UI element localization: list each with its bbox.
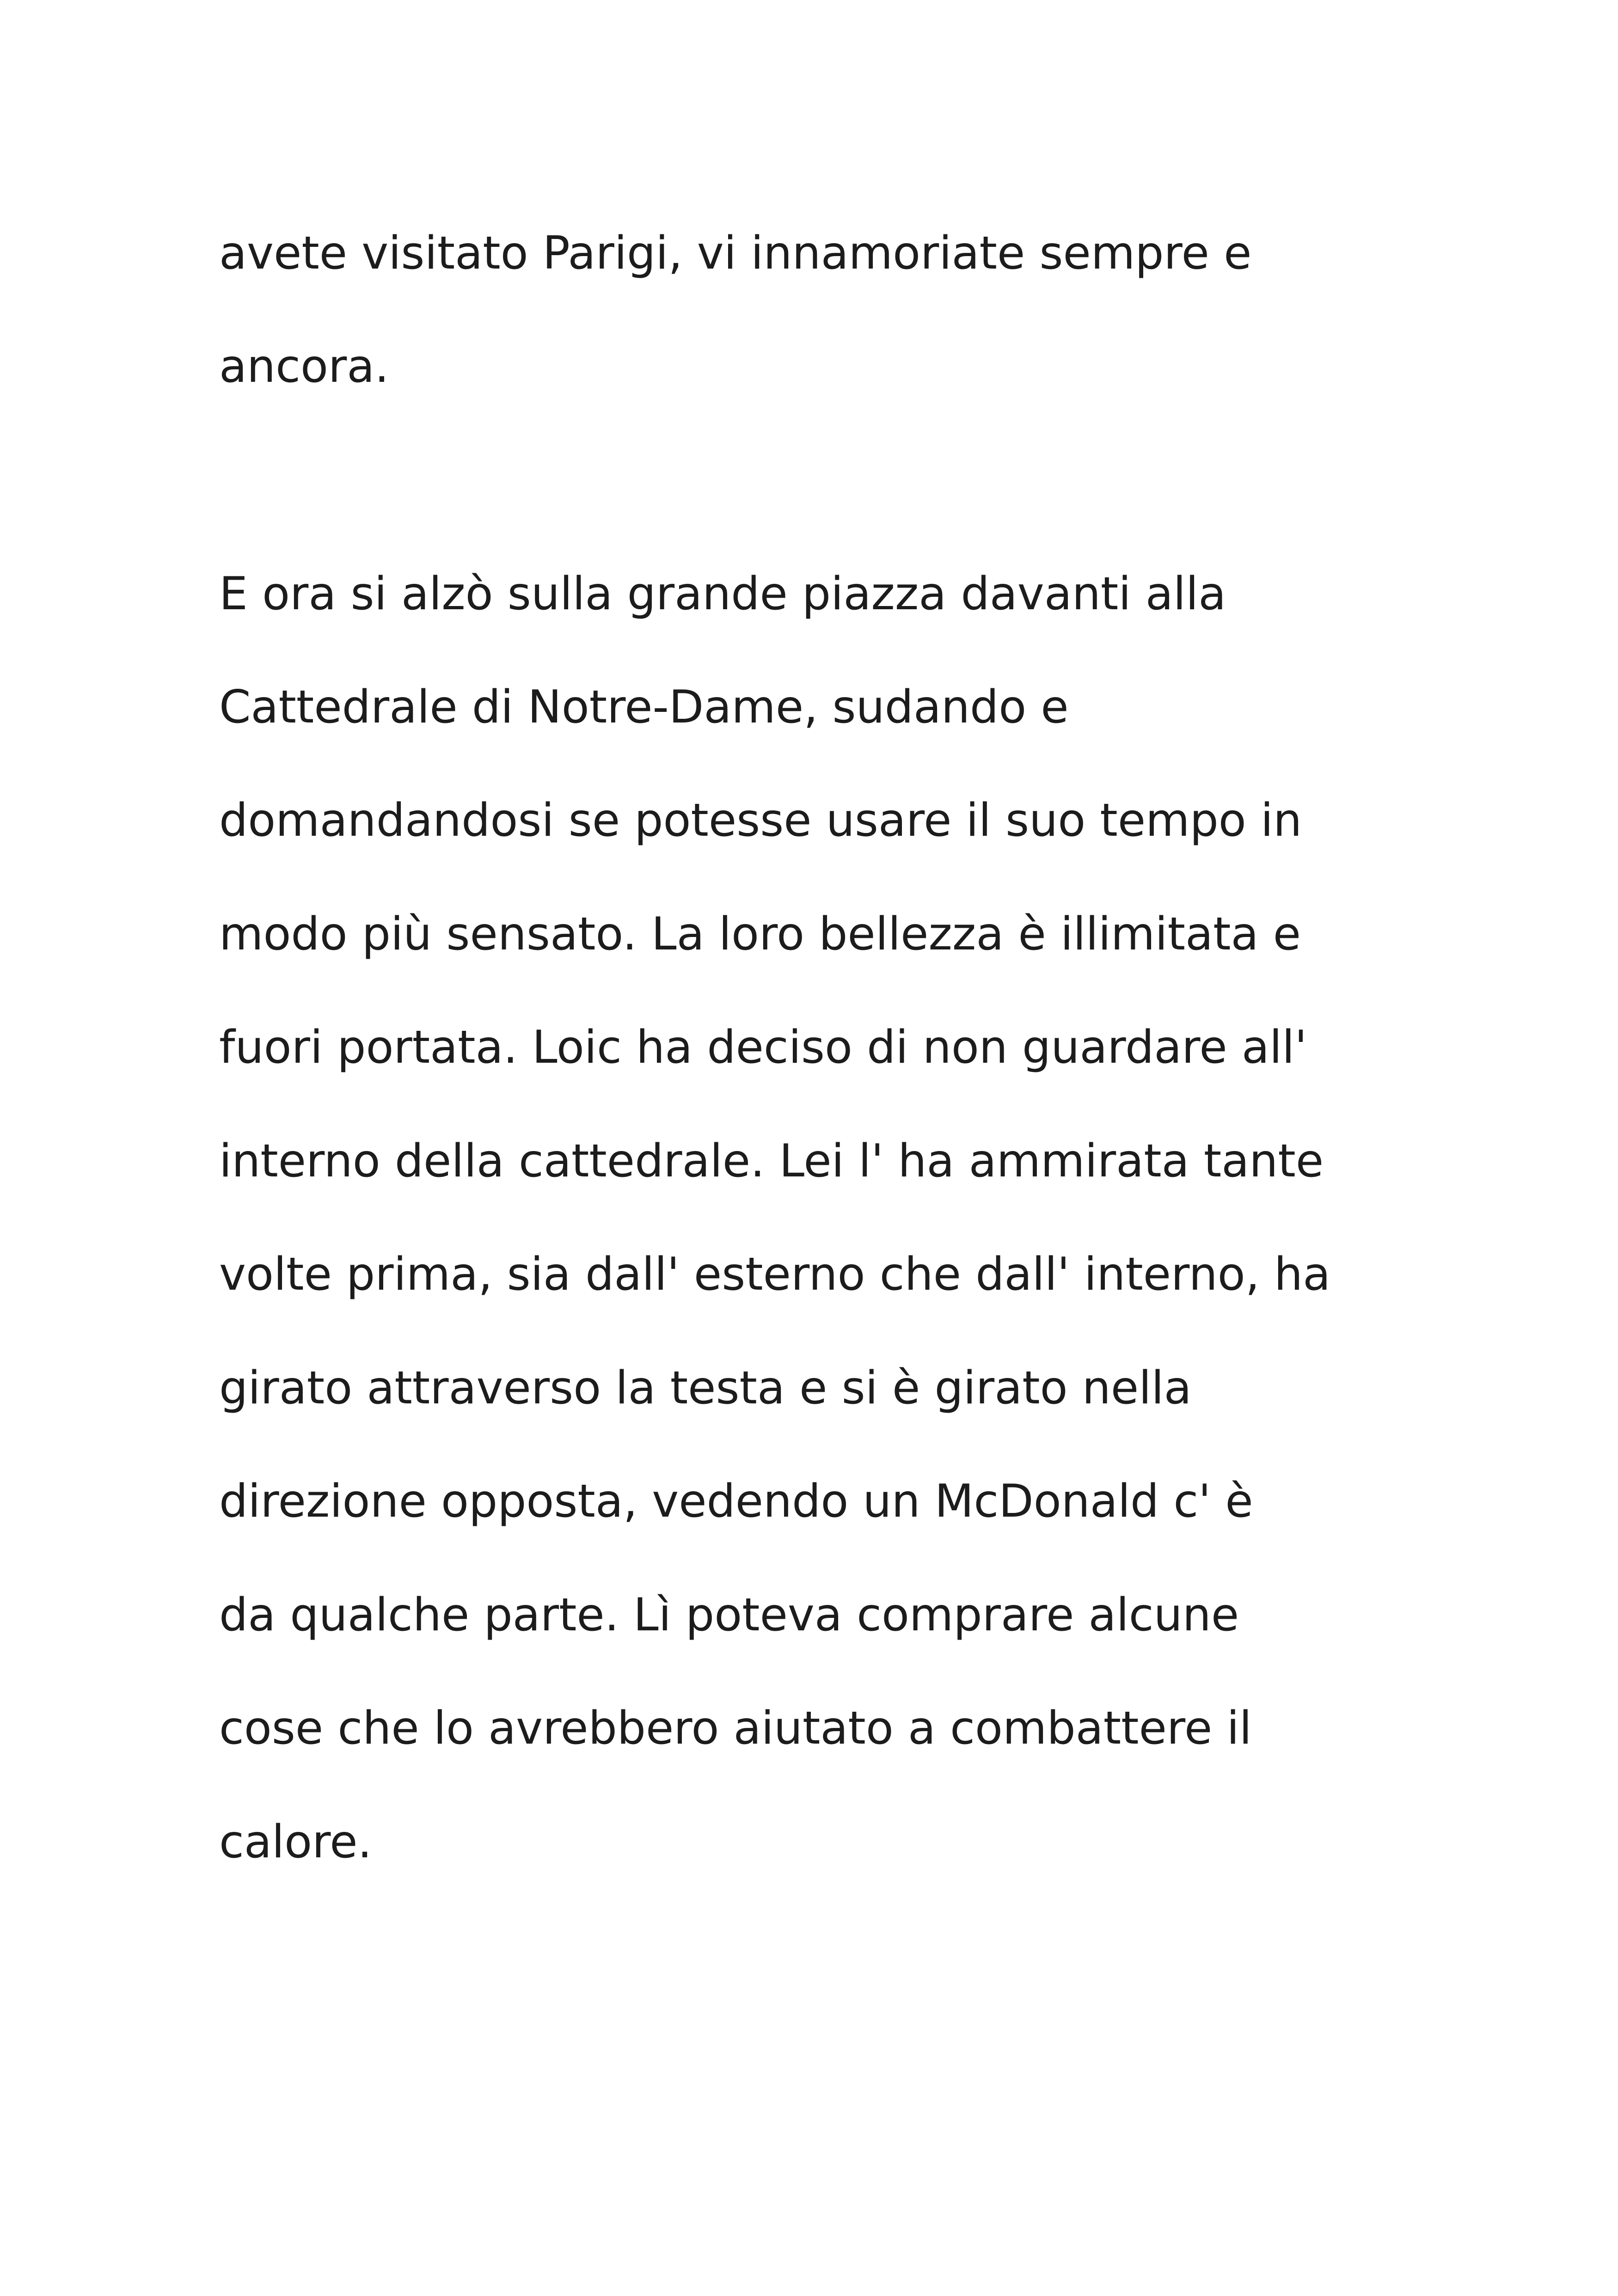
text-line: da qualche parte. Lì poteva comprare alcune [219, 1589, 1239, 1641]
text-line: modo più sensato. La loro bellezza è illimitata e [219, 908, 1301, 961]
text-line: E ora si alzò sulla grande piazza davanti alla [219, 568, 1226, 620]
text-line: girato attraverso la testa e si è girato nella [219, 1362, 1192, 1414]
text-line: calore. [219, 1816, 372, 1868]
text-line: Cattedrale di Notre-Dame, sudando e [219, 681, 1069, 734]
text-line: avete visitato Parigi, vi innamoriate sempre e [219, 227, 1252, 280]
text-line: domandandosi se potesse usare il suo tempo in [219, 794, 1302, 847]
text-line: direzione opposta, vedendo un McDonald c' è [219, 1475, 1253, 1528]
text-line: fuori portata. Loic ha deciso di non guardare all' [219, 1021, 1307, 1074]
text-line: cose che lo avrebbero aiutato a combattere il [219, 1702, 1252, 1755]
text-line: volte prima, sia dall' esterno che dall' interno, ha [219, 1248, 1331, 1301]
text-line: interno della cattedrale. Lei l' ha ammirata tante [219, 1135, 1324, 1188]
text-line: ancora. [219, 340, 389, 393]
